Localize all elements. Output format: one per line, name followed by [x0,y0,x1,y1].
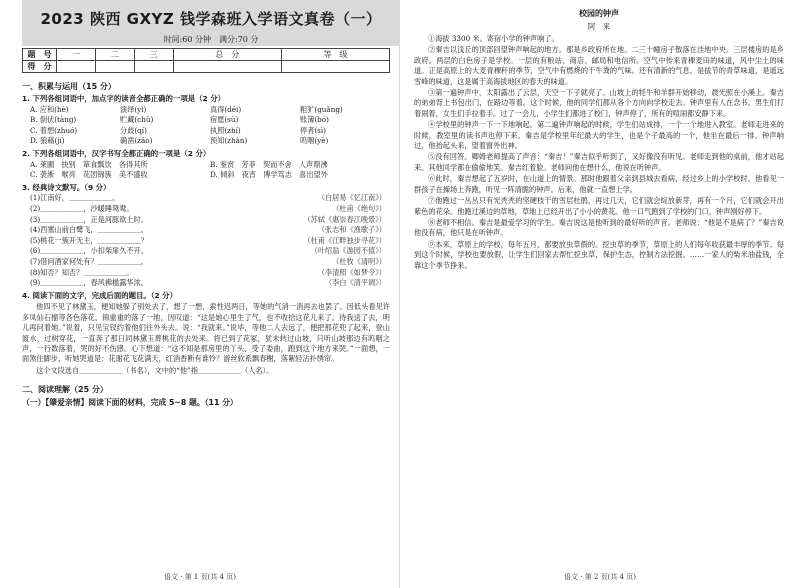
score-table-row [23,61,390,73]
score-input-cell[interactable] [95,61,134,73]
question-stem: 4. 阅读下面的文字，完成后面的题目。（2 分） [22,290,177,300]
poem-blank[interactable]: (2)＿＿＿＿＿＿，沙暖睡鸳鸯。 [30,203,134,213]
poem-line [22,225,390,236]
poem-source: （杜甫《江畔独步寻花》） [303,235,386,245]
question-2 [22,149,390,160]
poem-line [22,257,390,268]
poem-blank[interactable]: (1)江南好，＿＿＿＿＿＿。 [30,193,120,203]
story-paragraph: ⑦他跑过一丛丛只有光秃秃的坚硬枝干的雪层杜鹃，再过几天，它们就会绽放新芽，再有一个月，它们就会开出紫色的花朵。他跑过溪边的草地，草地上已经开出了小小的黄花。他一口气跑到了学校的门口，钟声刚好停下。 [414,196,784,216]
poem-source: （苏轼《惠崇春江晚景》） [303,214,386,224]
section-title: 二、阅读理解（25 分） [22,385,108,395]
poem-blank[interactable]: (6)＿＿＿＿＿＿，小扣柴扉久不开。 [30,246,148,256]
score-table [22,48,390,73]
score-input-cell[interactable] [173,61,281,73]
poem-source: （叶绍翁《游园不值》） [310,246,386,256]
exam-meta: 时间:60 分钟 满分:70 分 [163,35,259,44]
story-paragraph: ⑤没有回答。卿姆老师提高了声音：“秦吉！”秦吉似乎听到了，又好像没有听见。老师走到他的桌前，他才站起来。其他同学都在偷偷地笑。秦吉红着脸。老师问他在想什么，他说在听钟声。 [414,152,784,172]
poem-line [22,204,390,215]
question-1 [22,94,390,105]
poem-line [22,268,390,279]
story-author: 阿 来 [587,22,611,31]
option-item: A. 应和(hè) [30,104,69,114]
poem-blank[interactable]: (8)知否？知否？＿＿＿＿＿＿。 [30,267,134,277]
page-footer: 语文 · 第 2 页(共 4 页) [564,573,636,581]
story-paragraph: ②秦吉以浅丘的顶部回望钟声响起的地方。那是乡政府所在地。二三十幢房子散落在洼地中央。三层楼房的是乡政府。两层的白色房子是学校。一层的有粮站、商店、邮局和电信所。空气中传来青稞麦田的味道，风中尘土的味道。正是高原上的大麦青稞秆的季节，空气中有燃烧的干牛粪的气味。还有清新的气息，是拔节的青草味道，是遥远雪峰的味道，这是属于高海拔地区的春天的味道。 [414,45,784,86]
option-item: 停者(sì) [300,125,326,135]
option-item: C. 袭淅 喉亮 花团锦簇 美不盛收 [30,170,148,180]
page-footer: 语文 · 第 1 页(共 4 页) [164,573,236,581]
poem-blank[interactable]: (4)西塞山前白鹭飞，＿＿＿＿＿＿。 [30,225,148,235]
story-paragraph: ⑥此时，秦吉想起了五岁时，在山道上的情景。那时他跟着父亲到县城去看病，经过乡上的小学校时，他看见一群孩子在操场上奔跑，听见一阵清脆的钟声。后来，他就一直想上学。 [414,174,784,194]
score-input-cell[interactable] [57,61,96,73]
poem-line [22,215,390,226]
score-table-row [23,49,390,61]
option-item: 预知(zhàn) [210,136,248,146]
exam-page-2 [400,0,800,588]
score-cell: 三 [134,49,173,61]
option-item: 执照(zhí) [210,125,241,135]
question-4 [22,291,390,302]
option-item: 演绎(yì) [120,104,147,114]
poem-line [22,246,390,257]
option-item: 贮藏(chǔ) [120,115,154,125]
option-row [22,136,390,147]
option-grid [22,160,390,181]
question-stem: 1. 下列各组词语中，加点字的读音全都正确的一项是（2 分） [22,94,226,103]
option-item: A. 莱圃 抉别 箪食瓢饮 各得其所 [30,159,148,169]
score-cell: 总 分 [173,49,281,61]
story-paragraph: ①海拔 3300 米。寄宿小学的钟声响了。 [428,34,559,43]
option-item: 分歧(qí) [120,125,147,135]
score-cell: 题 号 [23,49,57,61]
poem-line [22,236,390,247]
score-cell: 得 分 [23,61,57,73]
score-cell: 二 [95,49,134,61]
option-item: 宿愿(sù) [210,115,239,125]
option-item: 真得(déi) [210,104,242,114]
exam-title: 2023 陕西 GXYZ 钱学森班入学语文真卷（一） [40,10,382,28]
score-cell: 一 [57,49,96,61]
poem-blank[interactable]: (7)借问酒家何处有？＿＿＿＿＿＿。 [30,256,148,266]
poem-blank[interactable]: (5)桃花一簇开无主，＿＿＿＿＿＿？ [30,235,148,245]
story-paragraph: ⑨本来，草原上的学校，每年五月，都要放虫草假的。挖虫草的季节，草原上的人们每年收获最丰厚的季节。每到这个时候，学校也要放假，让学生们回家去帮忙挖虫草，保护生态，控制方法挖掘。……一家人的柴米油盐钱，全靠这个季节挣来。 [414,239,784,270]
option-item: B. 鉴赏 芳菲 契而不舍 人声鼎沸 [210,159,328,169]
option-row [22,126,390,137]
story-paragraph: ③第一遍钟声中，太阳露出了云层，天空一下子就亮了。山坡上的牦牛和羊群开始移动，晨光照在小溪上。秦吉的弟弟背上书包出门，在路边等着。这个时候，他的同学们都从各个方向向学校走去。钟声里有人在念书。男生们打着闹着，女生们手拉着手。过了一会儿，小学生们都进了校门，钟声停了，所有的喧闹都安静下来。 [414,88,784,118]
score-cell: 等 级 [281,49,389,61]
option-item: B. 倒伏(tàng) [30,115,77,125]
option-item: D. 狼藉(jí) [30,136,65,146]
question-stem: 2. 下列各组词语中，汉字书写全都正确的一项是（2 分） [22,148,211,158]
poem-source: （杜甫《绝句》） [332,203,386,213]
reading-passage: 他四不见了林黛玉，便知她躲了别处去了，想了一想，索性迟两日，等她的气消一消再去也罢了。因低头看见许多凤仙石榴等各色落花，锦重重的落了一地，因叹道：“这是她心里生了气，也不收拾这花儿来了。待我送了去，明儿再问着她。”说着，只见宝钗约着他们往外头去。说：“我就来。”说毕，等他二人去远了，便把那花兜了起来，登山渡水，过树穿花，一直奔了那日同林黛玉葬桃花的去处来。将已到了花冢，犹未转过山坡，只听山坡那边有呜咽之声，一行数落着，哭的好不伤感。心下想道：“这不知是那房里的丫头，受了委曲，跑到这个地方来哭。”一面想，一面煞住脚步，听她哭道是：花谢花飞花满天，红消香断有谁怜？游丝软系飘春榭，落絮轻沾扑绣帘。 [22,302,390,364]
story-paragraph: ④学校里的钟声一下一下地响起。第二遍钟声响起的时候，学生们站成排，一个一个地进入教室。老师走进来的时候，教室里的读书声也停下来。秦吉是学校里年纪最大的学生，也是个子最高的一个，他坐在最后一排。钟声响过，他抬起头来，望着窗外出神。 [414,120,784,151]
score-input-cell[interactable] [134,61,173,73]
section-title: 一、积累与运用（15 分） [22,82,116,91]
poem-line [22,193,390,204]
fill-in-blank[interactable]: 这个文段选自＿＿＿＿＿＿（书名），文中的“他”指＿＿＿＿＿＿（人名）。 [36,365,274,375]
poem-line [22,278,390,289]
exam-header [22,0,400,46]
option-item: 确凿(záo) [120,136,153,146]
option-item: D. 倾斜 夜宵 博学笃志 喜出望外 [210,170,328,180]
poem-source: （杜牧《清明》） [332,256,386,266]
poem-blank[interactable]: (9)＿＿＿＿＿＿，春风拂槛露华浓。 [30,278,148,288]
story-paragraph: ⑧老师不相信。秦吉是最爱学习的学生。秦吉说这是他听到的最好听的声音。老师说：“他是不是病了？”秦吉说他没有病，他只是在听钟声。 [414,217,784,238]
option-item: 粗犷(guǎng) [300,104,343,114]
question-3 [22,183,390,194]
option-item: 账簿(bó) [300,115,329,125]
option-row [22,105,390,116]
option-item: 呜咽(yè) [300,136,329,146]
story-title: 校园的钟声 [579,9,619,18]
subsection-banner: （一）【肇爱亲情】阅读下面的材料，完成 5~8 题。（11 分） [22,398,238,408]
poem-source: （李白《清平调》） [324,278,386,288]
poem-blank[interactable]: (3)＿＿＿＿＿＿，正是河豚欲上时。 [30,214,148,224]
poem-source: （白居易《忆江南》） [317,193,386,203]
option-row [22,115,390,126]
poem-source: （张志和《渔歌子》） [317,225,386,235]
poem-source: （李清照《如梦令》） [317,267,386,277]
score-input-cell[interactable] [281,61,389,73]
question-stem: 3. 经典诗文默写。（9 分） [22,182,111,192]
option-item: C. 着想(zhuó) [30,125,78,135]
